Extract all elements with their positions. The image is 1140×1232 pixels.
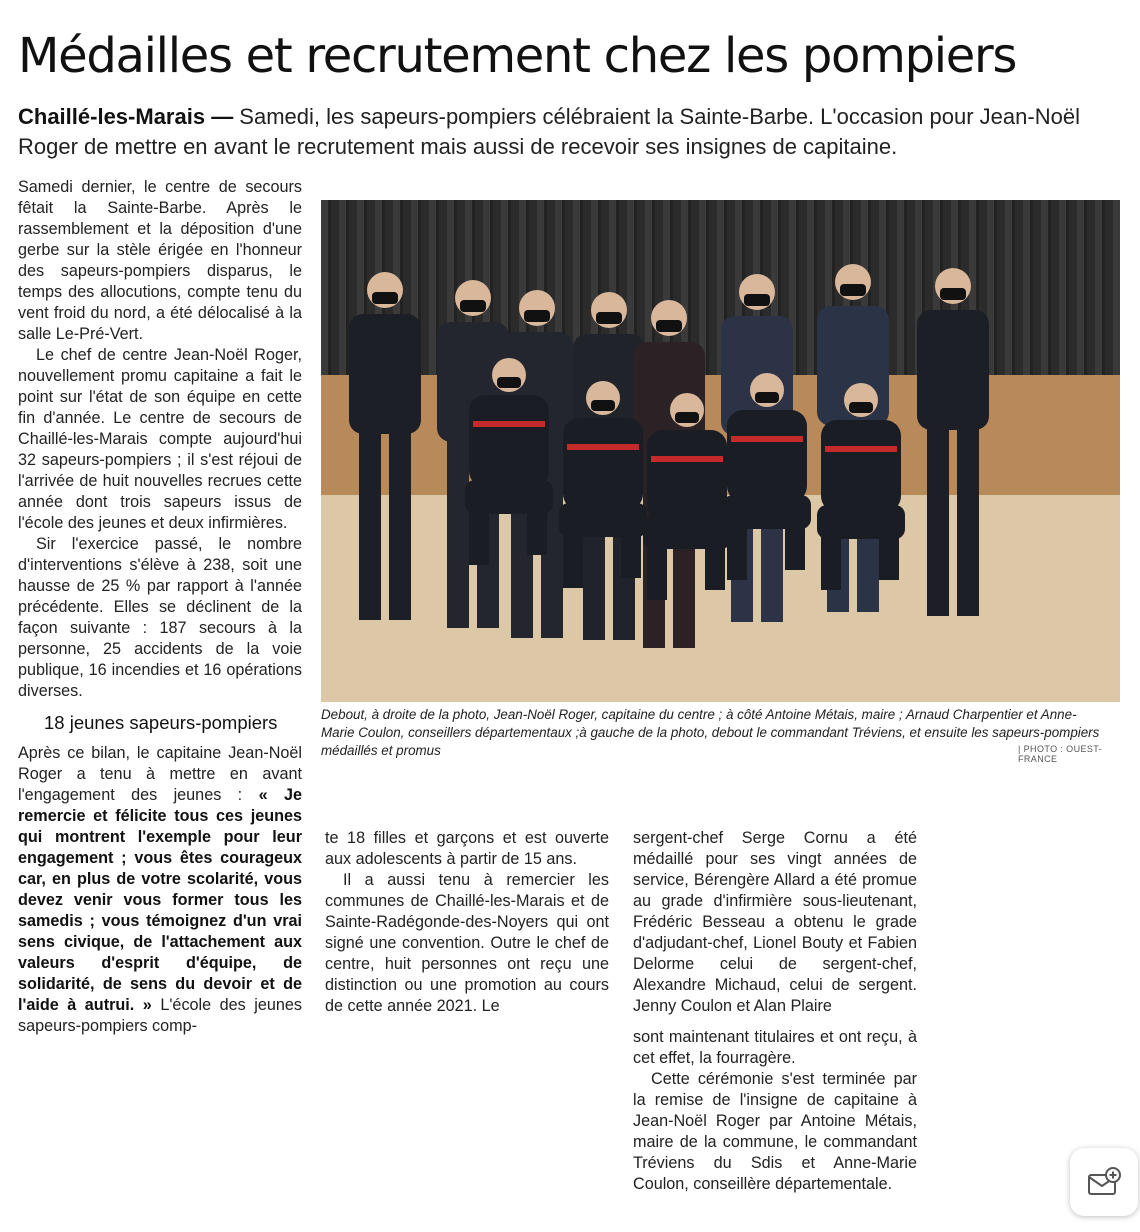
col1-paragraph-3: Sir l'exercice passé, le nombre d'interventions s'élève à 238, soit une hausse de 25 % par rapport à l'année précédente. Elles se déclinent de la façon suivante : 187 secours à la personne, 25 accidents de la voie publique, 16 incendies et 16 opérations diverses. <box>18 535 302 700</box>
col1-paragraph-2: Le chef de centre Jean-Noël Roger, nouvellement promu capitaine a fait le point sur l'état de son équipe en cette fin d'année. Le centre de secours de Chaillé-les-Marais compte aujourd'hui 32 sapeurs-pompiers ; il s'est réjoui de l'arrivée de huit nouvelles recrues cette année dont trois sapeurs issus de l'école des jeunes et deux infirmières. <box>18 346 302 532</box>
quote-outro: L'école des jeunes sapeurs-pompiers comp- <box>18 996 302 1035</box>
quote-bold: « Je remercie et félicite tous ces jeunes qui montrent l'exemple pour leur engagement ; vous êtes courageux car, en plus de votre scolarité, vous devez venir vous former tous les samedis ; vous témoignez d'un vrai sens civique, de l'attachement aux valeurs d'esprit d'équipe, de solidarité, de sens du devoir et de l'aide à autrui. » <box>18 786 302 1014</box>
col3-paragraph-3: Cette cérémonie s'est terminée par la remise de l'insigne de capitaine à Jean-Noël Roger par Antoine Métais, maire de la commune, le commandant Tréviens du Sdis et Anne-Marie Coulon, conseillère départementale. <box>633 1070 917 1193</box>
col3-paragraph-2: sont maintenant titulaires et ont reçu, à cet effet, la fourragère. <box>633 1028 917 1067</box>
photo-caption: Debout, à droite de la photo, Jean-Noël Roger, capitaine du centre ; à côté Antoine Métais, maire ; Arnaud Charpentier et Anne-Marie Coulon, conseillers départementaux ;à gauche de la photo, debout le commandant Tréviens, et ensuite les sapeurs-pompiers médaillés et promus <box>321 707 1100 758</box>
col1-paragraph-4 <box>18 743 302 1037</box>
group-photo <box>321 200 1120 702</box>
dateline: Chaillé-les-Marais — <box>18 104 234 129</box>
column-3-top <box>633 828 917 1017</box>
subheading: 18 jeunes sapeurs-pompiers <box>44 712 278 733</box>
column-2 <box>325 828 609 1017</box>
group-photo-illustration <box>321 200 1120 702</box>
col2-paragraph-1: te 18 filles et garçons et est ouverte aux adolescents à partir de 15 ans. <box>325 829 609 868</box>
chapo-text: Samedi, les sapeurs-pompiers célébraient la Sainte-Barbe. L'occasion pour Jean-Noël Roger de mettre en avant le recrutement mais aussi de recevoir ses insignes de capitaine. <box>18 104 1080 159</box>
headline: Médailles et recrutement chez les pompiers <box>18 28 1017 84</box>
col2-paragraph-2: Il a aussi tenu à remercier les communes de Chaillé-les-Marais et de Sainte-Radégonde-des-Noyers qui ont signé une convention. Outre le chef de centre, huit personnes ont reçu une distinction ou une promotion au cours de cette année 2021. Le <box>325 871 609 1015</box>
mail-add-icon <box>1087 1167 1121 1197</box>
chapo <box>18 102 1130 162</box>
photo-credit: | PHOTO : OUEST-FRANCE <box>1018 744 1103 764</box>
quote-intro: Après ce bilan, le capitaine Jean-Noël Roger a tenu à mettre en avant l'engagement des jeunes : <box>18 744 302 804</box>
col3-paragraph-1: sergent-chef Serge Cornu a été médaillé pour ses vingt années de service, Bérengère Allard a été promue au grade d'infirmière sous-lieutenant, Frédéric Besseau a obtenu le grade d'adjudant-chef, Lionel Bouty et Fabien Delorme celui de sergent-chef, Alexandre Michaud, celui de sergent. Jenny Coulon et Alan Plaire <box>633 829 917 1015</box>
column-3-bottom <box>633 1027 917 1195</box>
column-1 <box>18 177 302 1037</box>
col1-paragraph-1: Samedi dernier, le centre de secours fêtait la Sainte-Barbe. Après le rassemblement et la déposition d'une gerbe sur la stèle érigée en l'honneur des sapeurs-pompiers disparus, le temps des allocutions, compte tenu du vent froid du nord, a été délocalisé à la salle Le-Pré-Vert. <box>18 178 302 343</box>
mail-add-button[interactable] <box>1070 1148 1138 1216</box>
